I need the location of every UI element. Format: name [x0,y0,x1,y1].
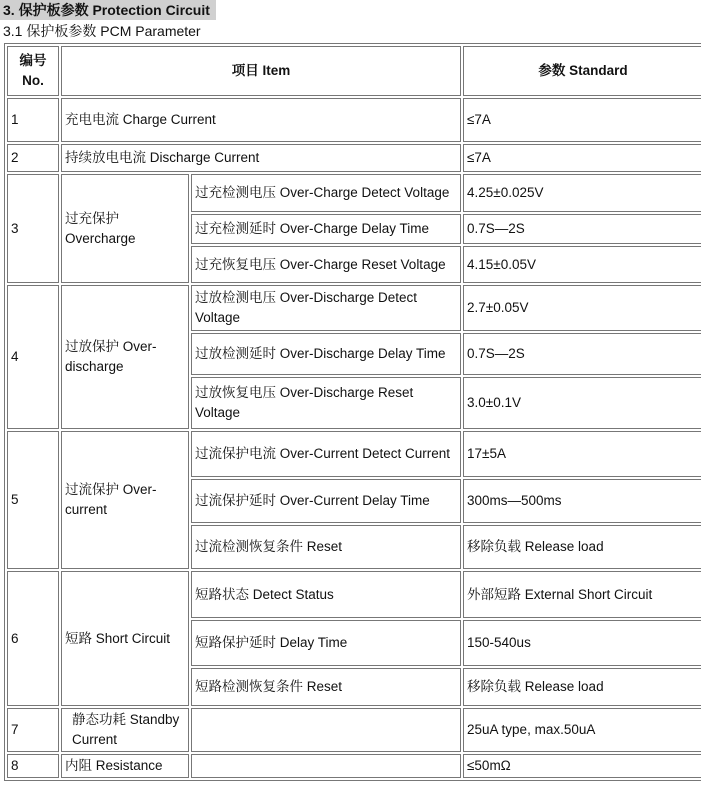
row-standard: 移除负载 Release load [463,668,701,706]
row-item: 过放恢复电压 Over-Discharge Reset Voltage [191,377,461,429]
section-heading: 3. 保护板参数 Protection Circuit [0,0,216,20]
header-no: 编号 No. [7,46,59,96]
row-standard: 150-540us [463,620,701,666]
row-group: 过流保护 Over-current [61,431,189,569]
table-row [7,285,701,331]
row-standard: ≤50mΩ [463,754,701,778]
table-row [7,98,701,142]
pcm-parameter-table [4,43,701,781]
table-row [7,144,701,172]
row-group: 过充保护 Overcharge [61,174,189,283]
row-number: 8 [7,754,59,778]
row-standard: 4.15±0.05V [463,246,701,283]
table-row [7,708,701,752]
row-group: 短路 Short Circuit [61,571,189,706]
row-item: 持续放电电流 Discharge Current [61,144,461,172]
row-standard: 0.7S—2S [463,214,701,244]
row-standard: ≤7A [463,144,701,172]
table-row [7,431,701,477]
table-row [7,174,701,212]
row-item: 过放检测延时 Over-Discharge Delay Time [191,333,461,375]
row-number: 5 [7,431,59,569]
row-item: 过充恢复电压 Over-Charge Reset Voltage [191,246,461,283]
row-item: 内阻 Resistance [61,754,189,778]
row-item: 短路检测恢复条件 Reset [191,668,461,706]
subsection-heading: 3.1 保护板参数 PCM Parameter [3,23,201,39]
row-standard: 移除负载 Release load [463,525,701,569]
row-number: 2 [7,144,59,172]
table-row [7,754,701,778]
row-standard: 17±5A [463,431,701,477]
row-standard: 25uA type, max.50uA [463,708,701,752]
row-standard: ≤7A [463,98,701,142]
row-standard: 外部短路 External Short Circuit [463,571,701,618]
row-item: 短路保护延时 Delay Time [191,620,461,666]
row-number: 1 [7,98,59,142]
row-standard: 2.7±0.05V [463,285,701,331]
row-number: 3 [7,174,59,283]
row-item: 短路状态 Detect Status [191,571,461,618]
row-number: 4 [7,285,59,429]
row-group: 过放保护 Over-discharge [61,285,189,429]
row-item: 过充检测电压 Over-Charge Detect Voltage [191,174,461,212]
header-item: 项目 Item [61,46,461,96]
row-group: 静态功耗 Standby Current [61,708,189,752]
row-standard: 4.25±0.025V [463,174,701,212]
row-number: 7 [7,708,59,752]
row-standard: 300ms—500ms [463,479,701,523]
row-item-empty [191,754,461,778]
row-item: 过流检测恢复条件 Reset [191,525,461,569]
row-standard: 3.0±0.1V [463,377,701,429]
row-standard: 0.7S—2S [463,333,701,375]
row-item: 过流保护电流 Over-Current Detect Current [191,431,461,477]
row-item: 过放检测电压 Over-Discharge Detect Voltage [191,285,461,331]
row-number: 6 [7,571,59,706]
row-item: 过充检测延时 Over-Charge Delay Time [191,214,461,244]
row-item: 充电电流 Charge Current [61,98,461,142]
row-item: 过流保护延时 Over-Current Delay Time [191,479,461,523]
table-header-row [7,46,701,96]
header-standard: 参数 Standard [463,46,701,96]
row-item [191,708,461,752]
table-row [7,571,701,618]
